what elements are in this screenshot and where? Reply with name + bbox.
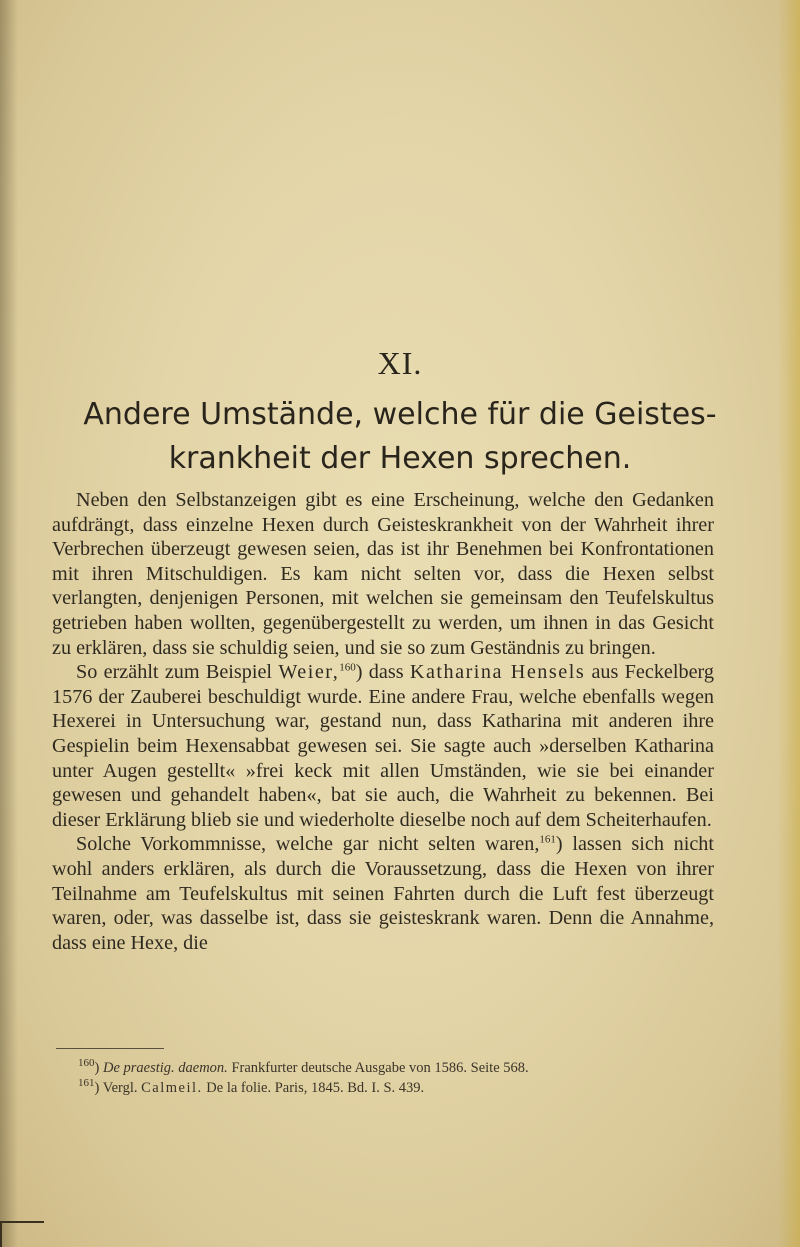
footnote-marker-160: 160 [78, 1057, 95, 1070]
page-edge-discoloration [778, 0, 800, 1247]
paragraph-1: Neben den Selbstanzeigen gibt es eine Erscheinung, welche den Gedanken aufdrängt, dass einzelne Hexen durch Geisteskrankheit von der Wahrheit ihrer Verbrechen überzeugt gewesen seien, das ist ihr Benehmen bei Konfrontationen mit ihren Mitschuldigen. Es kam nicht selten vor, dass die Hexen selbst verlangten, denjenigen Personen, mit welchen sie gemeinsam den Teufelskultus getrieben haben wollten, gegenübergestellt zu werden, um ihnen in das Gesicht zu erklären, dass sie schuldig seien, und sie so zum Geständnis zu bringen. [52, 489, 714, 659]
chapter-number: XI. [377, 345, 423, 381]
paragraph-2-text-c: aus Feckelberg 1576 der Zauberei beschuldigt wurde. Eine andere Frau, welche ebenfalls wegen Hexerei in Untersuchung war, gestand nun, dass Katharina mit anderen ihre Gespielin beim Hexensabbat gewesen sei. Sie sagte auch »derselben Katharina unter Augen gestellt« »frei keck mit allen Umständen, wie sie bei einander gewesen und gehandelt haben«, bat sie auch, die Wahrheit zu bekennen. Bei dieser Erklärung blieb sie und wiederholte dieselbe noch auf dem Scheiterhaufen. [52, 661, 714, 831]
paragraph-2 [52, 660, 714, 832]
chapter-title-line-1: Andere Umstände, welche für die Geistes- [83, 397, 717, 432]
paragraph-3 [52, 832, 714, 955]
page-gutter-shadow [0, 0, 18, 1247]
paragraph-3-text-b: ) lassen sich nicht wohl anders erklären, als durch die Voraussetzung, dass die Hexen von ihrer Teilnahme am Teufelskultus mit seinen Fahrten durch die Luft fest überzeugt waren, oder, was dasselbe ist, dass sie geisteskrank waren. Denn die Annahme, dass eine Hexe, die [52, 833, 714, 954]
name-katharina-hensels: Katharina Hensels [409, 661, 586, 684]
scan-corner-mark [0, 1221, 44, 1247]
paragraph-2-text-b: ) dass [355, 661, 410, 684]
footnote-160-title: De praestig. daemon. [102, 1060, 228, 1076]
author-calmeil: Calmeil. [141, 1080, 203, 1096]
body-text [52, 488, 714, 955]
chapter-title [60, 393, 740, 481]
footnotes [56, 1058, 716, 1098]
footnote-marker-161: 161 [78, 1077, 95, 1090]
chapter-title-line-2: krankheit der Hexen sprechen. [168, 441, 632, 476]
footnote-rule [56, 1048, 164, 1049]
paragraph-2-text-a: So erzählt zum Beispiel [76, 661, 279, 684]
paragraph-3-text-a: Solche Vorkommnisse, welche gar nicht selten waren, [76, 833, 540, 856]
footnote-160: $^{160}$) De praestig. daemon. Frankfurter deutsche Ausgabe von 1586. Seite 568. [78, 1057, 529, 1076]
footnote-161: $^{161}$) Vergl. Calmeil. De la folie. Paris, 1845. Bd. I. S. 439. [78, 1077, 425, 1096]
footnote-ref-161: 161 [539, 833, 556, 846]
footnote-ref-160: 160 [339, 661, 356, 674]
footnote-161-text-b: De la folie. Paris, 1845. Bd. I. S. 439. [202, 1080, 425, 1096]
footnote-161-text-a: Vergl. [102, 1080, 142, 1096]
footnote-160-text: Frankfurter deutsche Ausgabe von 1586. Seite 568. [231, 1060, 529, 1076]
author-weier: Weier, [278, 661, 340, 684]
